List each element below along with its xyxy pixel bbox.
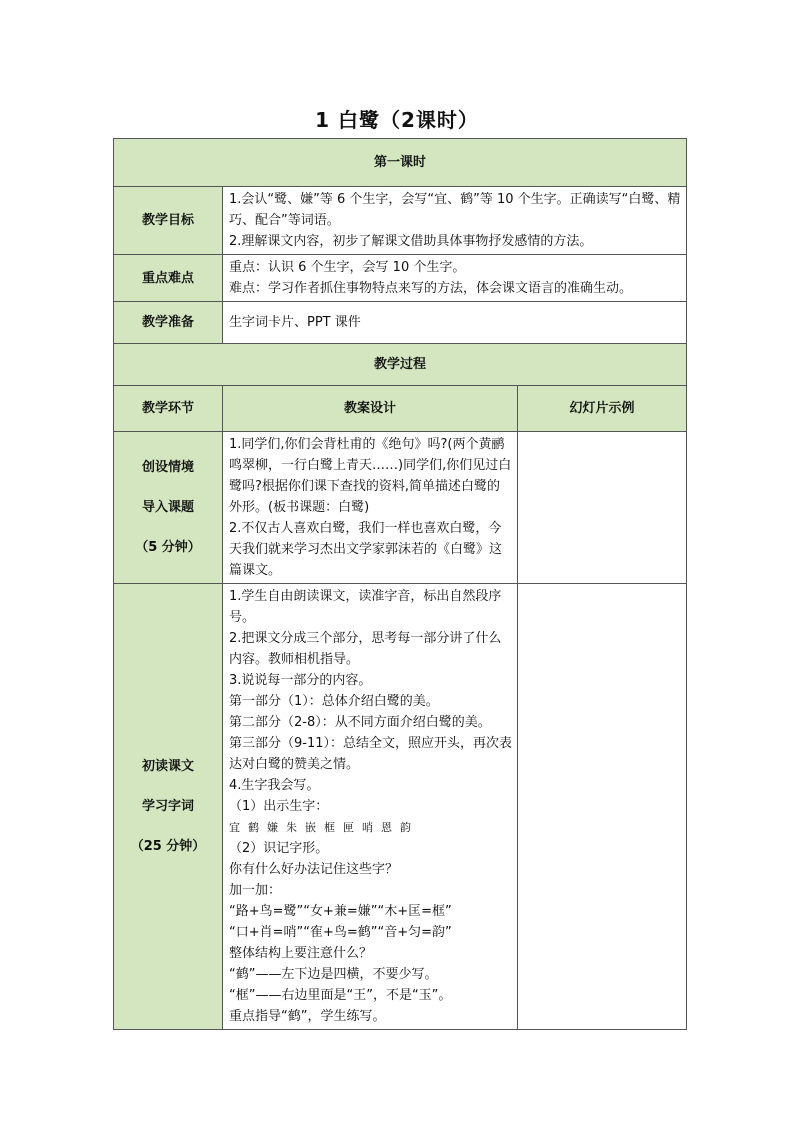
objectives-content (223, 187, 687, 255)
content-line: （2）识记字形。 (229, 841, 329, 856)
key-points-label: 重点难点 (114, 255, 223, 302)
content-line: 加一加： (229, 883, 282, 898)
slide-example-cell (518, 432, 687, 584)
objective-line: 1.会认“鹭、嫌”等 6 个生字，会写“宜、鹤”等 10 个生字。正确读写“白鹭、精巧、配合”等词语。 (229, 192, 681, 228)
preparation-label: 教学准备 (114, 302, 223, 344)
content-line: 你有什么好办法记住这些字？ (229, 862, 399, 877)
page-title: 1 白鹭（2课时） (315, 108, 479, 132)
slide-example-cell (518, 584, 687, 1030)
column-slides: 幻灯片示例 (518, 386, 687, 432)
preparation-content: 生字词卡片、PPT 课件 (223, 302, 687, 344)
content-line: 第三部分（9-11）：总结全文，照应开头，再次表达对白鹭的赞美之情。 (229, 736, 513, 772)
content-line: 2.把课文分成三个部分，思考每一部分讲了什么内容。教师相机指导。 (229, 631, 502, 667)
column-stage: 教学环节 (114, 386, 223, 432)
content-line: （1）出示生字： (229, 799, 329, 814)
content-line: 第一部分（1）：总体介绍白鹭的美。 (229, 694, 439, 709)
key-point-line: 难点：学习作者抓住事物特点来写的方法，体会课文语言的准确生动。 (229, 281, 633, 296)
key-points-content (223, 255, 687, 302)
stage-name (114, 584, 223, 1030)
content-line: 1.学生自由朗读课文，读准字音，标出自然段序号。 (229, 589, 502, 625)
content-line: 3.说说每一部分的内容。 (229, 673, 372, 688)
content-line: “路+鸟=鹭”“女+兼=嫌”“木+匡=框” (229, 904, 452, 919)
content-line: 4.生字我会写。 (229, 778, 320, 793)
stage-name (114, 432, 223, 584)
column-design: 教案设计 (223, 386, 518, 432)
lesson1-header: 第一课时 (114, 139, 687, 187)
stage-name-line: （25 分钟） (130, 838, 206, 854)
objectives-label: 教学目标 (114, 187, 223, 255)
stage-name-line: 学习字词 (141, 798, 194, 814)
content-line: 2.不仅古人喜欢白鹭，我们一样也喜欢白鹭，今天我们就来学习杰出文学家郭沫若的《白鹭》这篇课文。 (229, 521, 503, 578)
process-header: 教学过程 (114, 344, 687, 386)
stage-content (223, 584, 518, 1030)
stage-name-line: 导入课题 (141, 499, 194, 515)
content-line: 第二部分（2-8）：从不同方面介绍白鹭的美。 (229, 715, 491, 730)
stage-name-line: （5 分钟） (135, 539, 201, 555)
content-line: 整体结构上要注意什么？ (229, 946, 373, 961)
content-line: “口+肖=哨”“隺+鸟=鹤”“音+匀=韵” (229, 925, 452, 940)
content-line: 1.同学们,你们会背杜甫的《绝句》吗?(两个黄鹂鸣翠柳，一行白鹭上青天……)同学们,你们见过白鹭吗?根据你们课下查找的资料,简单描述白鹭的外形。(板书课题：白鹭) (229, 437, 512, 515)
key-point-line: 重点：认识 6 个生字，会写 10 个生字。 (229, 260, 466, 275)
objective-line: 2.理解课文内容，初步了解课文借助具体事物抒发感情的方法。 (229, 234, 593, 249)
new-characters: 宜鹤嫌朱嵌框匣哨恩韵 (229, 821, 419, 834)
stage-name-line: 创设情境 (141, 459, 194, 475)
lesson-plan-table (113, 138, 687, 1030)
content-line: 重点指导“鹤”，学生练写。 (229, 1009, 386, 1024)
content-line: “框”——右边里面是“王”，不是“玉”。 (229, 988, 452, 1003)
content-line: “鹤”——左下边是四横，不要少写。 (229, 967, 438, 982)
stage-name-line: 初读课文 (141, 758, 194, 774)
stage-content (223, 432, 518, 584)
